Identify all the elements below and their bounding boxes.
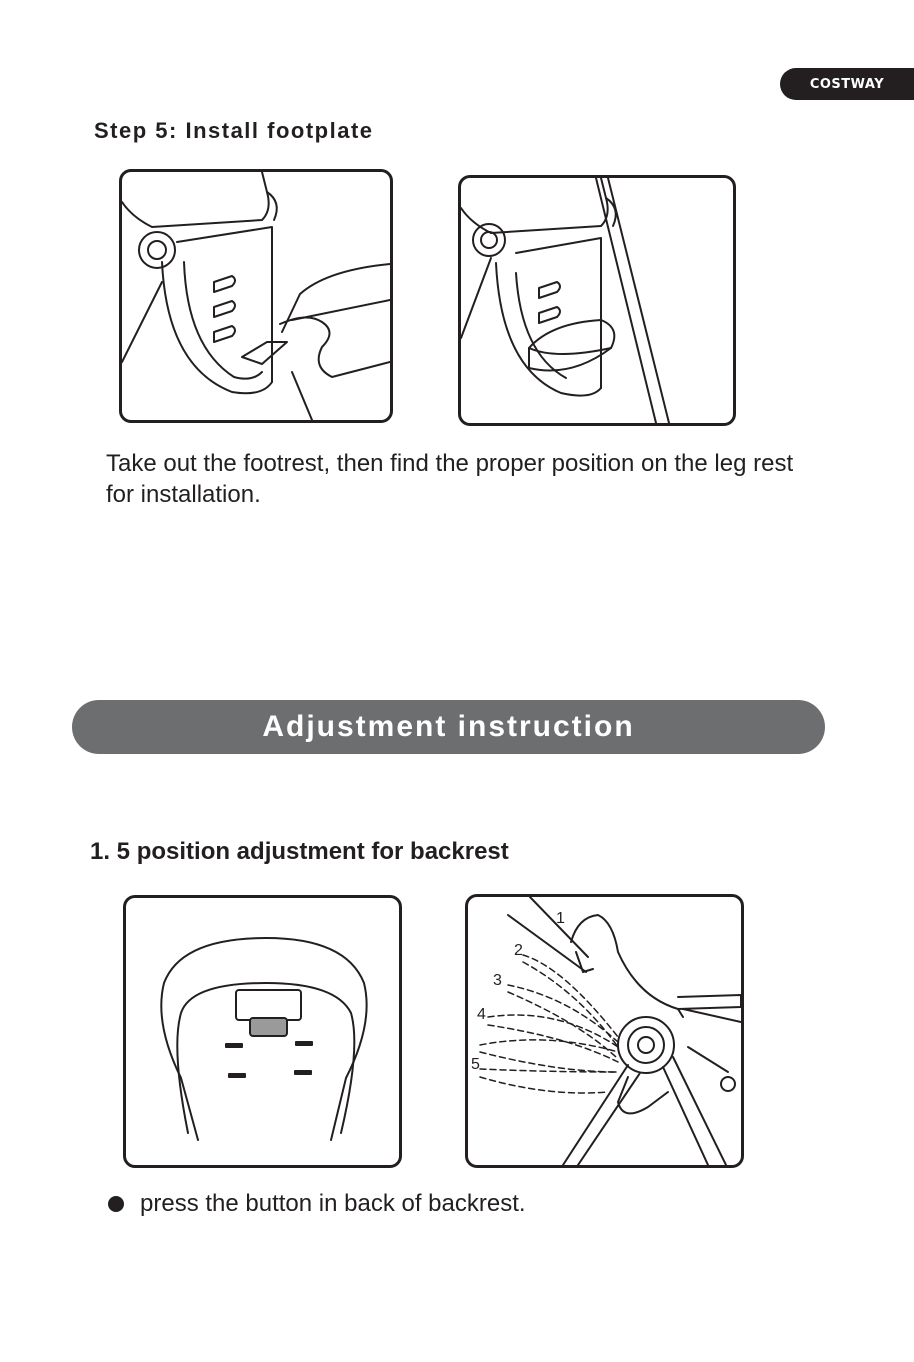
- position-label-5: 5: [471, 1056, 480, 1073]
- position-label-4: 4: [477, 1006, 486, 1023]
- illustration-backrest-button: [123, 895, 402, 1168]
- position-label-3: 3: [493, 972, 502, 989]
- adjustment-bullet: [108, 1190, 526, 1218]
- bullet-text: press the button in back of backrest.: [140, 1190, 526, 1217]
- illustration-install-footplate: [119, 169, 393, 423]
- position-label-1: 1: [556, 910, 565, 927]
- section-banner: Adjustment instruction: [72, 700, 825, 754]
- brand-logo: COSTWAY: [780, 68, 914, 100]
- step-instruction: Take out the footrest, then find the proper position on the leg rest for installation.: [106, 450, 794, 508]
- position-label-2: 2: [514, 942, 523, 959]
- bullet-dot-icon: [108, 1196, 124, 1212]
- illustration-backrest-positions: [465, 894, 744, 1168]
- adjustment-title: 1. 5 position adjustment for backrest: [90, 838, 509, 865]
- step-title: Step 5: Install footplate: [94, 118, 374, 143]
- illustration-footplate-installed: [458, 175, 736, 426]
